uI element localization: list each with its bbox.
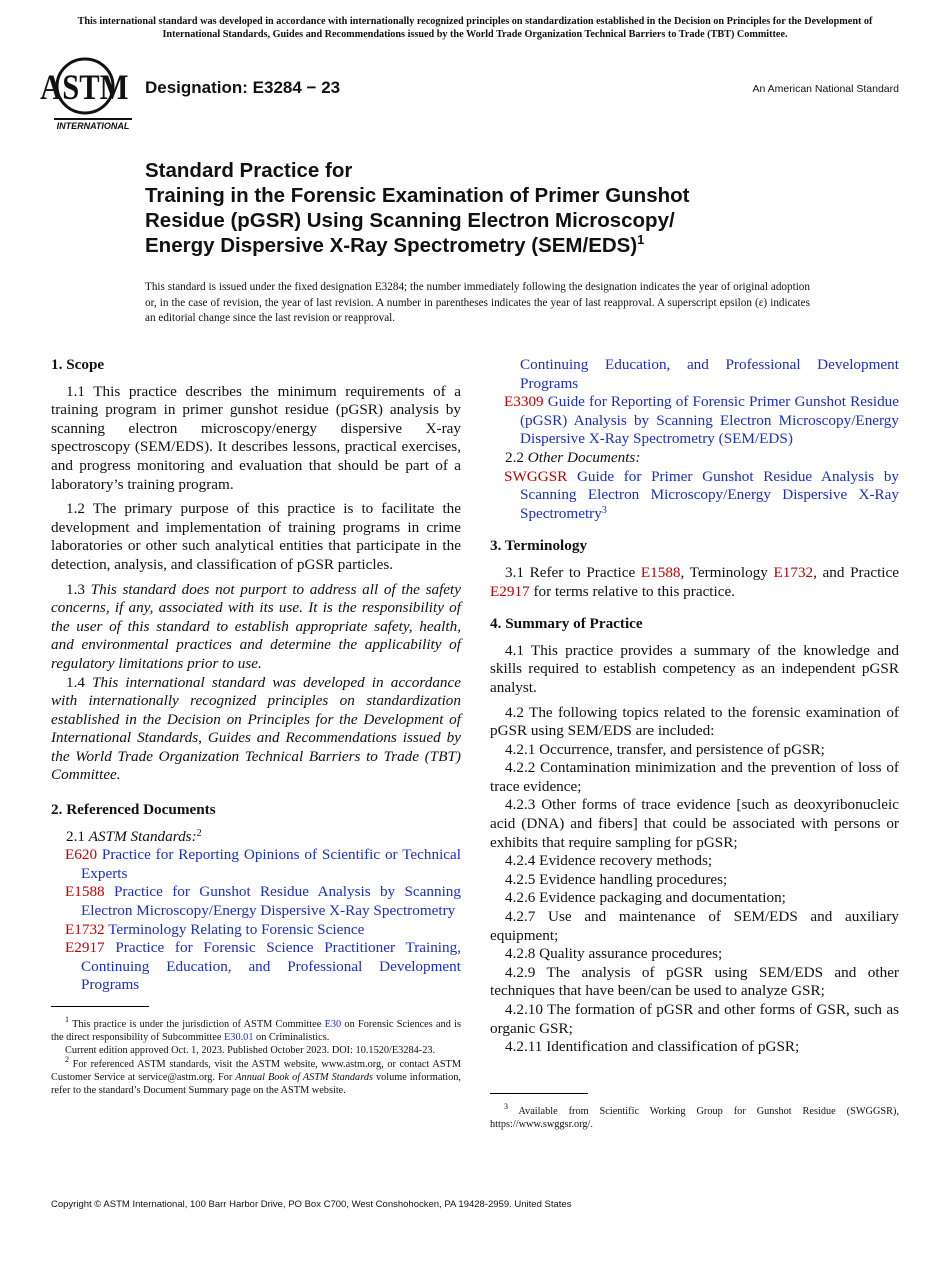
para-1-3: 1.3 This standard does not purport to address all of the safety concerns, if any, associated with its use. It is the responsibility of the user of this standard to establish appropriate safety, health, and environmental practices and determine the applicability of regulatory limitations prior to use. [51, 580, 462, 672]
footnote-1: $^1$ This practice is under the jurisdiction of ASTM Committee E30 on Forensic Sciences and is the direct responsibility of Subcommittee E30.01 on Criminalistics. [51, 1015, 462, 1044]
designation: Designation: E3284 − 23 [145, 78, 341, 97]
link-e1732[interactable]: E1732 [773, 563, 814, 581]
ref-e2917[interactable]: E2917 Practice for Forensic Science Practitioner Training, Continuing Education, and Professional Development Programs [65, 939, 462, 994]
astm-standards-label: 2.1 ASTM Standards:$^2$ [66, 827, 202, 845]
astm-logo [40, 58, 136, 132]
top-notice: This international standard was developed in accordance with internationally recognized principles on standardization established in the Decision on Principles for the Development of International Standards, Guides and Recommendations issued by the World Trade Organization Technical Barriers to Trade (TBT) Committee. [77, 16, 873, 40]
svg-text:ASTM: ASTM [40, 67, 129, 108]
ref-e2917-continued[interactable]: Continuing Education, and Professional Development Programs [520, 356, 899, 392]
para-4-2: 4.2 The following topics related to the forensic examination of pGSR using SEM/EDS are included: [490, 703, 899, 740]
national-standard-label: An American National Standard [752, 83, 899, 95]
item-4-2-6: 4.2.6 Evidence packaging and documentation; [505, 889, 786, 907]
ref-e1732[interactable]: E1732 Terminology Relating to Forensic Science [65, 920, 365, 938]
title-footnote-mark: 1 [637, 232, 645, 247]
ref-swggsr[interactable]: SWGGSR Guide for Primer Gunshot Residue Analysis by Scanning Electron Microscopy/Energy Dispersive X-Ray Spectrometry$^3$ [504, 467, 900, 522]
para-3-1: 3.1 Refer to Practice E1588, Terminology E1732, and Practice E2917 for terms relative to this practice. [490, 563, 899, 600]
item-4-2-1: 4.2.1 Occurrence, transfer, and persistence of pGSR; [505, 740, 825, 758]
footnote-1-edition: Current edition approved Oct. 1, 2023. Published October 2023. DOI: 10.1520/E3284-23. [65, 1045, 436, 1057]
ref-e1588[interactable]: E1588 Practice for Gunshot Residue Analysis by Scanning Electron Microscopy/Energy Dispersive X-Ray Spectrometry [65, 883, 461, 920]
link-e30-01[interactable]: E30.01 [224, 1032, 254, 1044]
document-title [145, 158, 865, 258]
footnote-rule-left [51, 1006, 149, 1007]
item-4-2-2: 4.2.2 Contamination minimization and the prevention of loss of trace evidence; [490, 759, 899, 795]
footnote-2: $^2$ For referenced ASTM standards, visit the ASTM website, www.astm.org, or contact ASTM Customer Service at service@astm.org. For Annual Book of ASTM Standards volume information, refer to the standard’s Document Summary page on the ASTM website. [51, 1054, 461, 1097]
other-documents-label: 2.2 Other Documents: [505, 448, 641, 466]
ref-e620[interactable]: E620 Practice for Reporting Opinions of Scientific or Technical Experts [65, 846, 461, 882]
issued-note: This standard is issued under the fixed designation E3284; the number immediately following the designation indicates the year of original adoption or, in the case of revision, the year of last revision. A number in parentheses indicates the year of last reapproval. A superscript epsilon (ε) indicates an editorial change since the last revision or reapproval. [145, 281, 810, 324]
item-4-2-5: 4.2.5 Evidence handling procedures; [505, 870, 728, 888]
title-line-3: Residue (pGSR) Using Scanning Electron Microscopy/ [145, 209, 675, 232]
logo-text: INTERNATIONAL [56, 121, 130, 131]
para-1-4: 1.4 This international standard was developed in accordance with internationally recognized principles on standardization established in the Decision on Principles for the Development of International Standards, Guides and Recommendations issued by the World Trade Organization Technical Barriers to Trade (TBT) Committee. [51, 673, 462, 784]
section-refdocs-heading: 2. Referenced Documents [51, 801, 216, 819]
copyright: Copyright © ASTM International, 100 Barr Harbor Drive, PO Box C700, West Conshohocken, PA 19428-2959. United States [51, 1199, 572, 1210]
footnote-3: $^3$ Available from Scientific Working Group for Gunshot Residue (SWGGSR), https://www.swggsr.org/. [490, 1102, 900, 1131]
title-line-2: Training in the Forensic Examination of Primer Gunshot [145, 184, 690, 207]
section-terminology-heading: 3. Terminology [490, 537, 588, 555]
item-4-2-3: 4.2.3 Other forms of trace evidence [such as deoxyribonucleic acid (DNA) and fibers] that could be associated with persons or exhibits that require sampling for pGSR; [490, 796, 899, 851]
item-4-2-11: 4.2.11 Identification and classification of pGSR; [505, 1038, 800, 1056]
left-column [51, 356, 461, 995]
section-scope-heading: 1. Scope [51, 356, 105, 373]
astm-logo-icon [40, 58, 136, 132]
link-e30[interactable]: E30 [324, 1019, 342, 1030]
footnotes-right [490, 1102, 900, 1131]
item-4-2-10: 4.2.10 The formation of pGSR and other forms of GSR, such as organic GSR; [490, 1001, 899, 1037]
item-4-2-9: 4.2.9 The analysis of pGSR using SEM/EDS and other techniques that have been/can be used to analyze GSR; [490, 963, 899, 1000]
right-column [490, 356, 899, 1057]
para-1-2: 1.2 The primary purpose of this practice is to facilitate the development and implementation of training programs in crime laboratories or other such analytical entities that participate in the detection, analysis, and classification of pGSR particles. [51, 500, 461, 573]
footnotes-left [51, 1015, 462, 1097]
ref-e3309[interactable]: E3309 Guide for Reporting of Forensic Primer Gunshot Residue (pGSR) Analysis by Scanning Electron Microscopy/Energy Dispersive X-Ray Spectrometry (SEM/EDS) [504, 393, 899, 448]
section-summary-heading: 4. Summary of Practice [490, 615, 643, 633]
item-4-2-4: 4.2.4 Evidence recovery methods; [505, 852, 713, 870]
para-1-1: 1.1 This practice describes the minimum requirements of a training program in primer gunshot residue (pGSR) analysis by scanning electron microscopy/energy dispersive X-ray spectroscopy (SEM/EDS). It describes lessons, practical exercises, and progress monitoring and evaluation that should be part of a laboratory’s training program. [51, 382, 461, 493]
footnote-rule-right [490, 1093, 588, 1094]
para-4-1: 4.1 This practice provides a summary of the knowledge and skills required to establish competency as an independent pGSR analyst. [490, 641, 899, 696]
link-e2917[interactable]: E2917 [490, 582, 530, 600]
item-4-2-7: 4.2.7 Use and maintenance of SEM/EDS and auxiliary equipment; [490, 908, 899, 944]
title-line-1: Standard Practice for [145, 159, 353, 182]
link-e1588[interactable]: E1588 [640, 563, 681, 581]
title-line-4: Energy Dispersive X-Ray Spectrometry (SEM/EDS) [145, 234, 638, 257]
item-4-2-8: 4.2.8 Quality assurance procedures; [505, 945, 723, 963]
